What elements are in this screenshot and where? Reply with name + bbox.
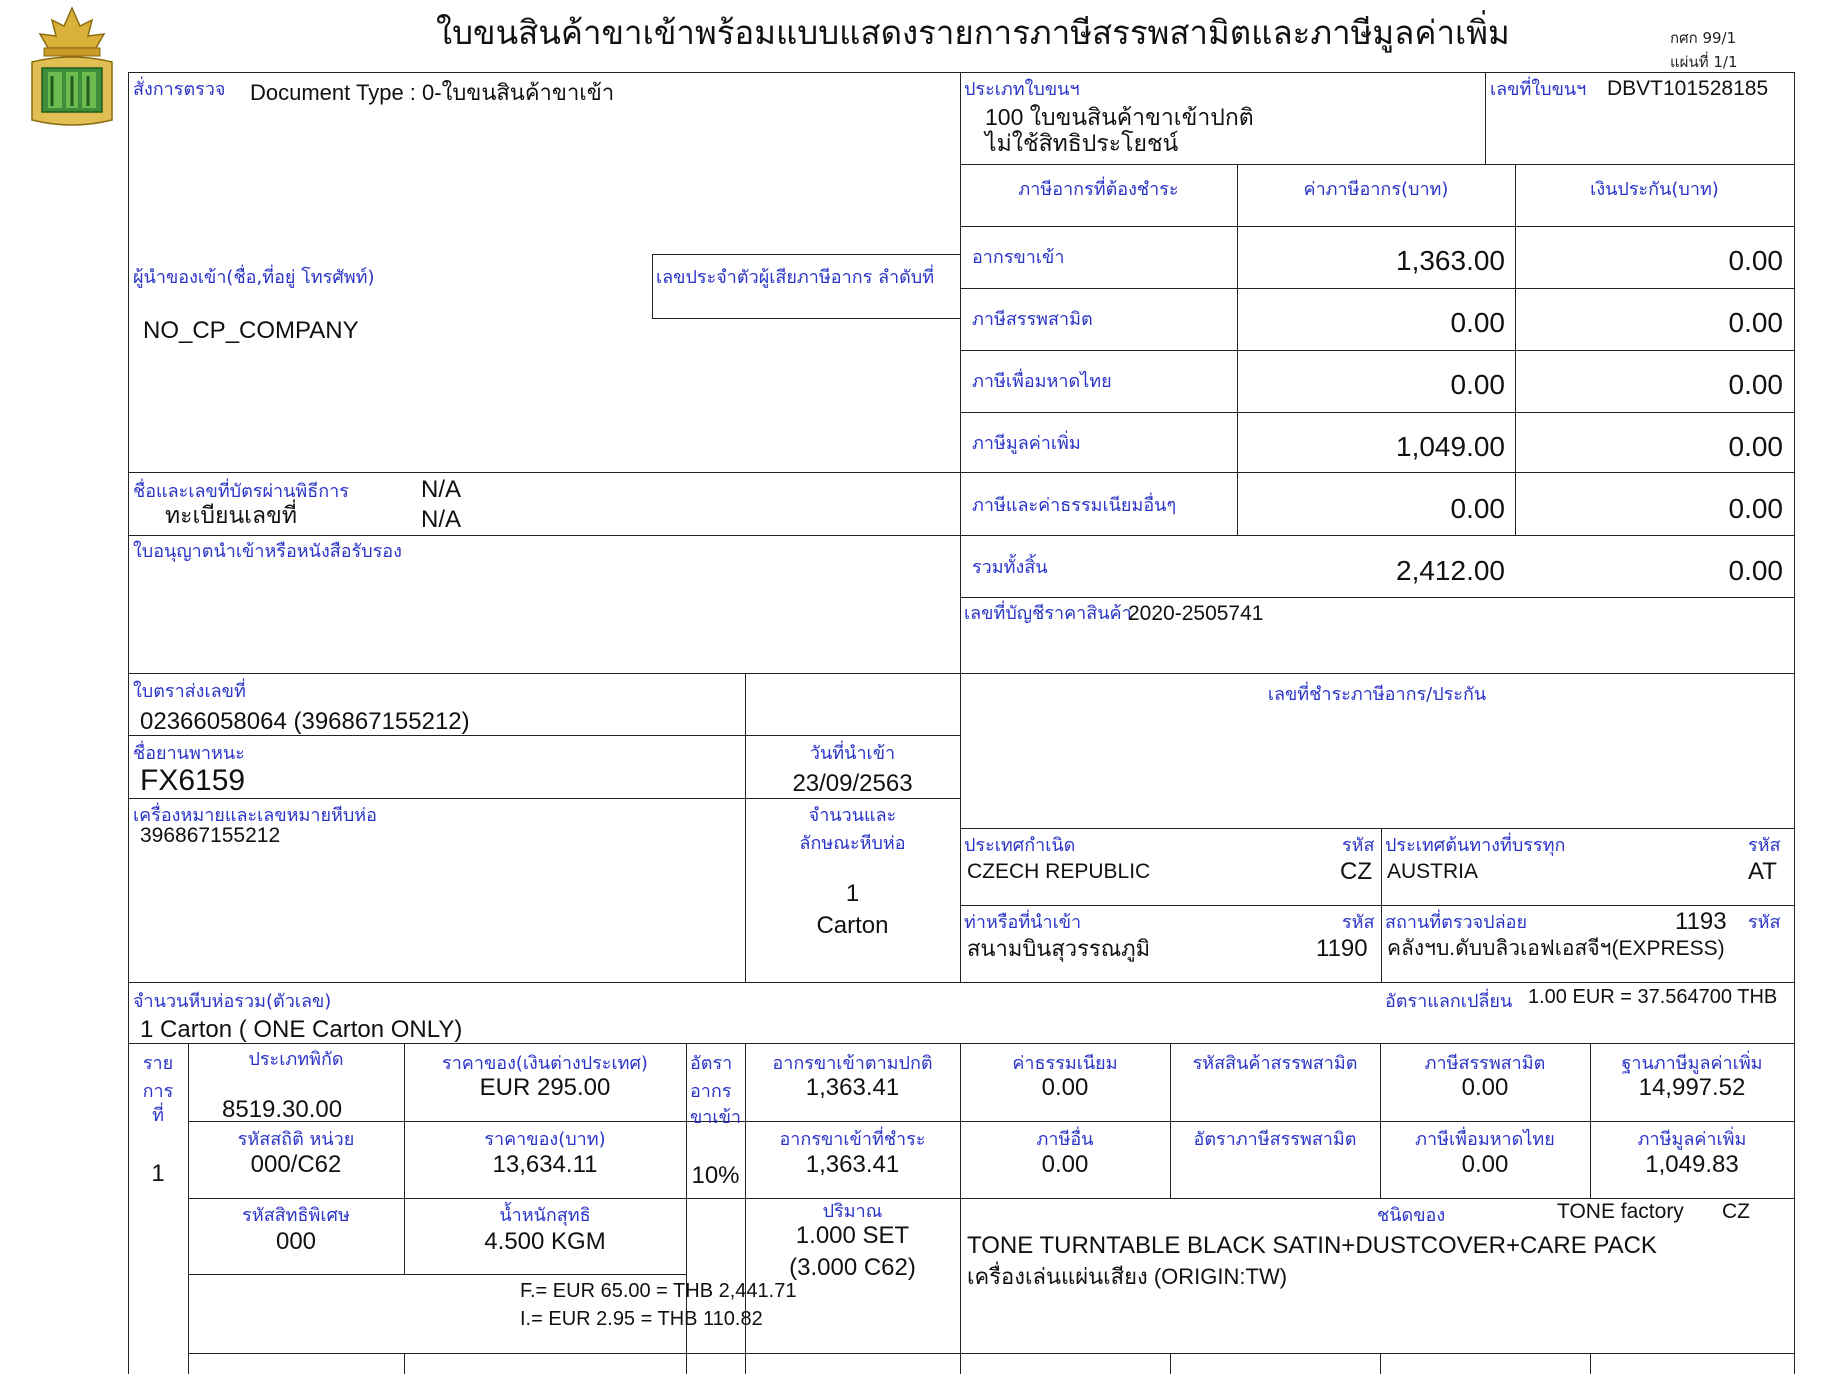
vat-base-label: ฐานภาษีมูลค่าเพิ่ม — [1621, 1053, 1763, 1074]
declaration-type-line2: ไม่ใช้สิทธิประโยชน์ — [985, 130, 1179, 156]
normal-duty: 1,363.41 — [805, 1074, 900, 1101]
thb-price: 13,634.11 — [492, 1151, 598, 1178]
package-quantity: 1 — [845, 880, 860, 907]
tax-row-label: ภาษีสรรพสามิต — [972, 309, 1093, 330]
agent-label: ชื่อและเลขที่บัตรผ่านพิธีการ — [133, 481, 349, 502]
tax-col-guarantee-header: เงินประกัน(บาท) — [1590, 179, 1719, 200]
vat-label: ภาษีมูลค่าเพิ่ม — [1637, 1129, 1747, 1150]
item-no-label-3: ที่ — [152, 1105, 164, 1126]
vessel-label: ชื่อยานพาหนะ — [133, 743, 245, 764]
license-label: ใบอนุญาตนำเข้าหรือหนังสือรับรอง — [133, 541, 402, 562]
total-packages-label: จำนวนหีบห่อรวม(ตัวเลข) — [133, 991, 332, 1012]
vat-base: 14,997.52 — [1638, 1074, 1746, 1101]
goods-description-1: TONE TURNTABLE BLACK SATIN+DUSTCOVER+CARE PACK — [967, 1232, 1657, 1259]
port-code: 1190 — [1316, 935, 1368, 962]
tax-row-label: ภาษีและค่าธรรมเนียมอื่นๆ — [972, 495, 1177, 516]
tax-row-guarantee: 0.00 — [1728, 369, 1783, 400]
dest-code-label: รหัส — [1748, 835, 1781, 856]
insurance-cost: I.= EUR 2.95 = THB 110.82 — [520, 1308, 763, 1330]
duty-rate-label-2: อากร — [690, 1081, 732, 1102]
paid-duty-label: อากรขาเข้าที่ชำระ — [779, 1129, 926, 1150]
exchange-rate: 1.00 EUR = 37.564700 THB — [1528, 986, 1778, 1008]
excise-code-label: รหัสสินค้าสรรพสามิต — [1192, 1053, 1358, 1074]
tax-col-type-header: ภาษีอากรที่ต้องชำระ — [1018, 179, 1179, 200]
declaration-type-line1: 100 ใบขนสินค้าขาเข้าปกติ — [985, 104, 1254, 130]
stat-code: 000/C62 — [250, 1151, 342, 1178]
importer-label: ผู้นำของเข้า(ชื่อ,ที่อยู่ โทรศัพท์) — [133, 267, 375, 288]
hs-code: 8519.30.00 — [222, 1096, 343, 1123]
exchange-rate-label: อัตราแลกเปลี่ยน — [1385, 991, 1513, 1012]
inspect-label: สั่งการตรวจ — [133, 79, 226, 100]
tax-row-amount: 1,049.00 — [1396, 431, 1505, 462]
origin-code-label: รหัส — [1342, 835, 1375, 856]
origin-country-label: ประเทศกำเนิด — [964, 835, 1076, 856]
net-weight: 4.500 KGM — [484, 1228, 606, 1255]
tax-row-guarantee: 0.00 — [1728, 431, 1783, 462]
tax-row-amount: 1,363.00 — [1396, 245, 1505, 276]
package-label-2: ลักษณะหีบห่อ — [799, 833, 906, 854]
freight-cost: F.= EUR 65.00 = THB 2,441.71 — [520, 1280, 797, 1302]
bill-of-lading-number: 02366058064 (396867155212) — [140, 708, 470, 735]
goods-type-label: ชนิดของ — [1377, 1205, 1446, 1226]
dest-country-label: ประเทศต้นทางที่บรรทุก — [1385, 835, 1566, 856]
hs-code-label: ประเภทพิกัด — [248, 1049, 344, 1070]
brand-name: TONE factory — [1557, 1200, 1684, 1223]
paid-duty: 1,363.41 — [805, 1151, 900, 1178]
release-code-label: รหัส — [1748, 912, 1781, 933]
tax-row-amount: 0.00 — [1450, 307, 1505, 338]
marks-value: 396867155212 — [140, 824, 281, 847]
excise-tax-label: ภาษีสรรพสามิต — [1424, 1053, 1546, 1074]
invoice-number-label: เลขที่บัญชีราคาสินค้า — [964, 603, 1132, 624]
item-no-label-1: ราย — [142, 1053, 174, 1074]
agent-card-value: N/A — [421, 476, 462, 503]
invoice-number: 2020-2505741 — [1128, 602, 1264, 625]
quantity-label: ปริมาณ — [822, 1201, 883, 1222]
page-title: ใบขนสินค้าขาเข้าพร้อมแบบแสดงรายการภาษีสรรพสามิตและภาษีมูลค่าเพิ่ม — [436, 13, 1510, 52]
declaration-type-label: ประเภทใบขนฯ — [964, 79, 1080, 100]
origin-code: CZ — [1340, 858, 1372, 885]
vessel-name: FX6159 — [140, 764, 246, 797]
agent-register-label: ทะเบียนเลขที่ — [165, 502, 298, 528]
form-code: กศก 99/1 — [1670, 29, 1737, 47]
port-name: สนามบินสุวรรณภูมิ — [967, 936, 1151, 961]
agent-register-value: N/A — [421, 506, 462, 533]
goods-description-2: เครื่องเล่นแผ่นเสียง (ORIGIN:TW) — [967, 1264, 1288, 1289]
duty-rate-label-3: ขาเข้า — [690, 1107, 741, 1128]
port-code-label: รหัส — [1342, 912, 1375, 933]
excise-rate-label: อัตราภาษีสรรพสามิต — [1193, 1129, 1357, 1150]
tax-row-label: อากรขาเข้า — [972, 247, 1065, 268]
tax-row-amount: 2,412.00 — [1396, 555, 1505, 586]
quantity: 1.000 SET — [795, 1222, 910, 1249]
dest-country: AUSTRIA — [1387, 860, 1479, 883]
sheet-number: แผ่นที่ 1/1 — [1670, 53, 1738, 71]
vat-value: 1,049.83 — [1645, 1151, 1739, 1178]
tax-row-guarantee: 0.00 — [1728, 555, 1783, 586]
tax-row-guarantee: 0.00 — [1728, 493, 1783, 524]
tax-row-label: ภาษีเพื่อมหาดไทย — [972, 371, 1112, 392]
interior-tax: 0.00 — [1461, 1151, 1509, 1178]
excise-tax: 0.00 — [1461, 1074, 1509, 1101]
import-date: 23/09/2563 — [792, 770, 913, 797]
taxid-label: เลขประจำตัวผู้เสียภาษีอากร ลำดับที่ — [656, 267, 935, 288]
customs-emblem-logo — [22, 6, 122, 130]
thb-price-label: ราคาของ(บาท) — [484, 1129, 606, 1150]
tax-row-guarantee: 0.00 — [1728, 307, 1783, 338]
other-tax: 0.00 — [1041, 1151, 1089, 1178]
document-type: Document Type : 0-ใบขนสินค้าขาเข้า — [250, 80, 615, 105]
item-no-label-2: การ — [142, 1081, 174, 1102]
duty-rate-label-1: อัตรา — [690, 1053, 733, 1074]
bill-of-lading-label: ใบตราส่งเลขที่ — [133, 681, 246, 702]
port-label: ท่าหรือที่นำเข้า — [964, 912, 1082, 933]
fee-value: 0.00 — [1041, 1074, 1089, 1101]
tax-row-guarantee: 0.00 — [1728, 245, 1783, 276]
foreign-price-label: ราคาของ(เงินต่างประเทศ) — [442, 1053, 648, 1074]
other-tax-label: ภาษีอื่น — [1036, 1129, 1094, 1150]
duty-rate: 10% — [691, 1162, 740, 1189]
tax-row-label: ภาษีมูลค่าเพิ่ม — [972, 433, 1081, 454]
normal-duty-label: อากรขาเข้าตามปกติ — [772, 1053, 933, 1074]
quantity-secondary: (3.000 C62) — [789, 1254, 916, 1281]
declaration-number-label: เลขที่ใบขนฯ — [1490, 79, 1587, 100]
stat-code-label: รหัสสถิติ หน่วย — [237, 1129, 355, 1150]
release-place: คลังฯบ.ดับบลิวเอฟเอสจีฯ(EXPRESS) — [1387, 937, 1725, 960]
fee-label: ค่าธรรมเนียม — [1012, 1053, 1118, 1074]
item-number: 1 — [151, 1160, 165, 1187]
interior-tax-label: ภาษีเพื่อมหาดไทย — [1415, 1129, 1555, 1150]
release-place-label: สถานที่ตรวจปล่อย — [1385, 912, 1527, 933]
tax-row-label: รวมทั้งสิ้น — [972, 557, 1048, 578]
privilege-code-label: รหัสสิทธิพิเศษ — [242, 1205, 350, 1226]
origin-country: CZECH REPUBLIC — [967, 860, 1151, 883]
package-type: Carton — [816, 912, 889, 939]
declaration-number: DBVT101528185 — [1607, 77, 1769, 100]
net-weight-label: น้ำหนักสุทธิ — [499, 1205, 591, 1226]
tax-row-amount: 0.00 — [1450, 493, 1505, 524]
marks-label: เครื่องหมายและเลขหมายหีบห่อ — [133, 805, 377, 826]
privilege-code: 000 — [275, 1228, 317, 1255]
tax-col-amount-header: ค่าภาษีอากร(บาท) — [1303, 179, 1449, 200]
importer-name: NO_CP_COMPANY — [143, 317, 359, 344]
foreign-price: EUR 295.00 — [479, 1074, 611, 1101]
dest-code: AT — [1748, 858, 1777, 885]
payment-number-label: เลขที่ชำระภาษีอากร/ประกัน — [1267, 684, 1487, 705]
tax-row-amount: 0.00 — [1450, 369, 1505, 400]
release-code: 1193 — [1675, 908, 1727, 935]
total-packages: 1 Carton ( ONE Carton ONLY) — [140, 1016, 463, 1043]
import-date-label: วันที่นำเข้า — [809, 743, 896, 764]
package-label-1: จำนวนและ — [808, 805, 897, 826]
brand-country-code: CZ — [1722, 1200, 1750, 1223]
